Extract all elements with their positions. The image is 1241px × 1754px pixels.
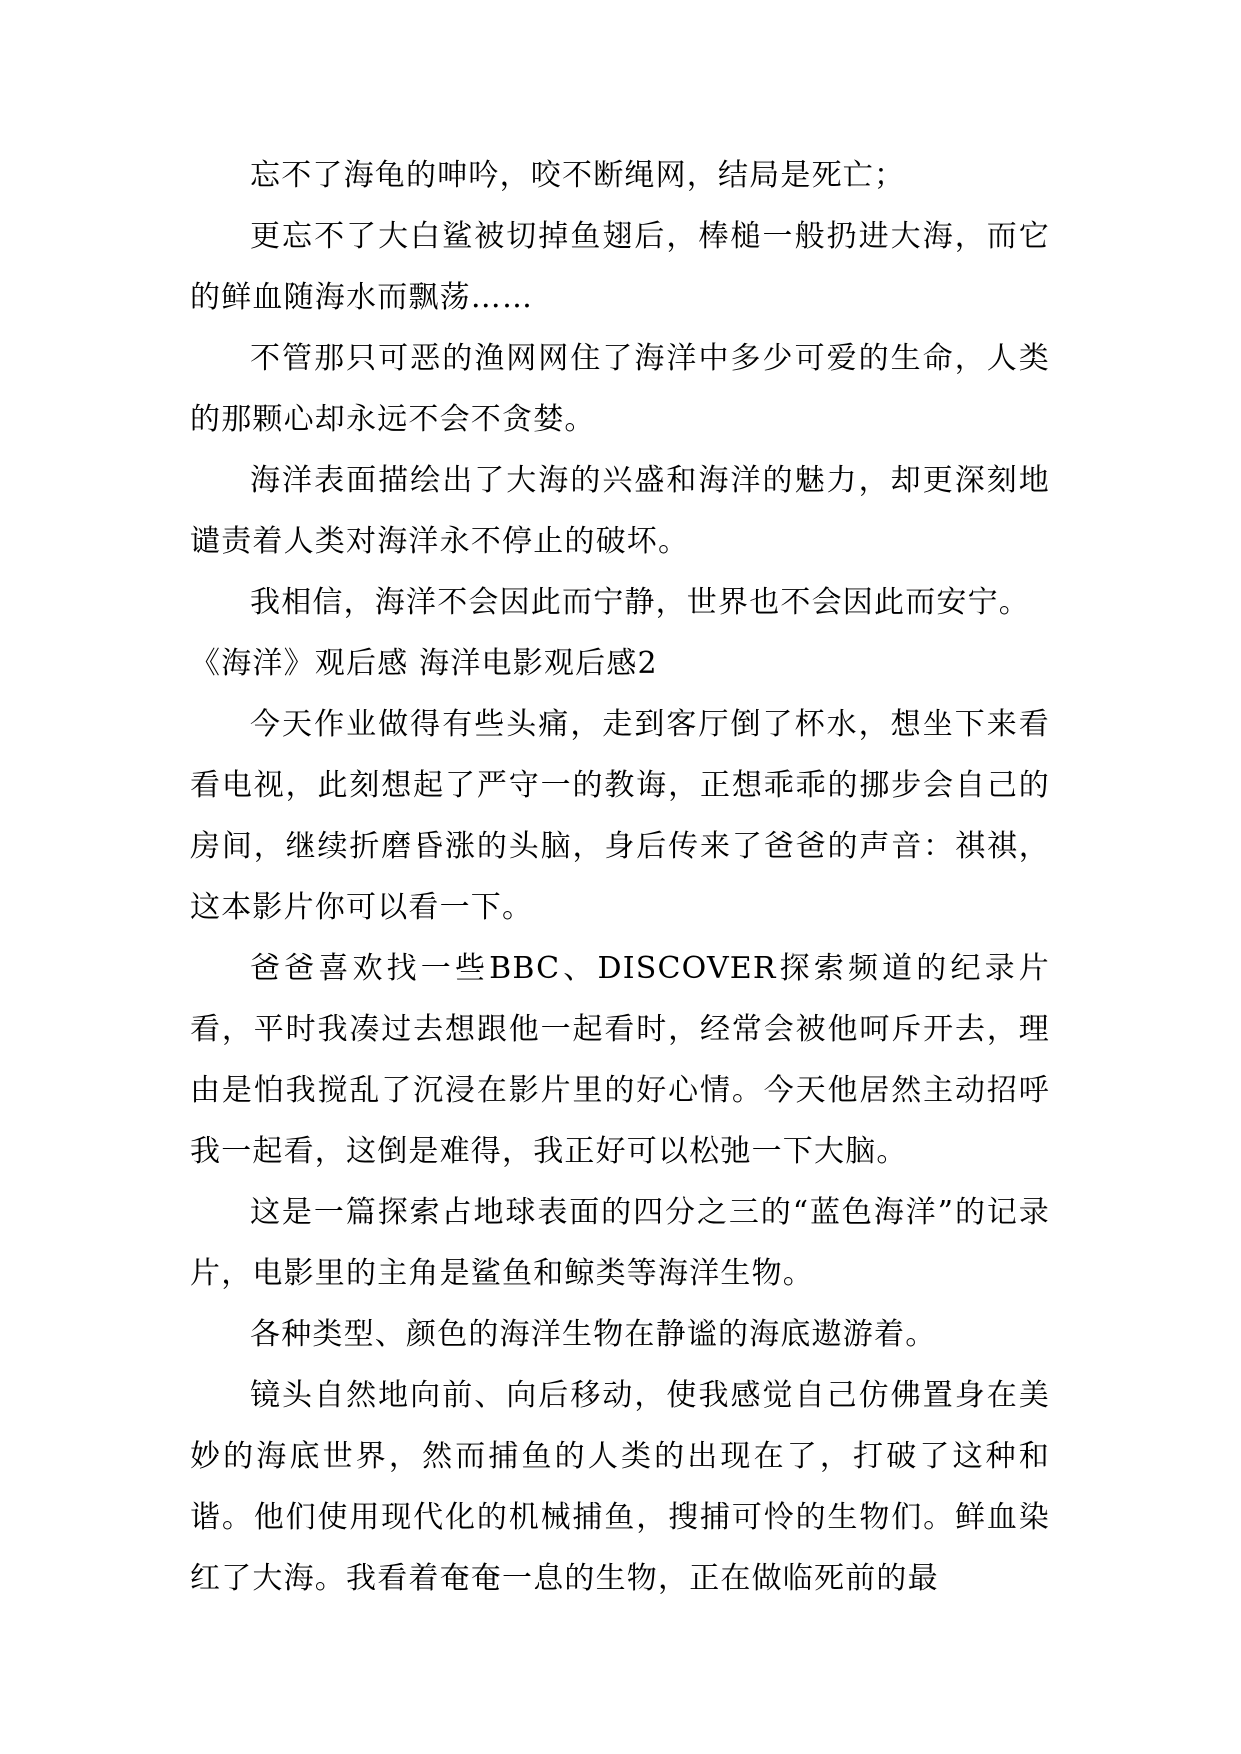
paragraph-1: 忘不了海龟的呻吟，咬不断绳网，结局是死亡； xyxy=(250,158,906,193)
paragraph-9: 各种类型、颜色的海洋生物在静谧的海底遨游着。 xyxy=(250,1317,937,1352)
document-page xyxy=(190,145,1050,1609)
paragraph-7: 爸爸喜欢找一些BBC、DISCOVER探索频道的纪录片看，平时我凑过去想跟他一起看时，经常会被他呵斥开去，理由是怕我搅乱了沉浸在影片里的好心情。今天他居然主动招呼我一起看，这倒是难得，我正好可以松弛一下大脑。 xyxy=(190,951,1050,1169)
paragraph-10: 镜头自然地向前、向后移动，使我感觉自己仿佛置身在美妙的海底世界，然而捕鱼的人类的出现在了，打破了这种和谐。他们使用现代化的机械捕鱼，搜捕可怜的生物们。鲜血染红了大海。我看着奄奄一息的生物，正在做临死前的最 xyxy=(190,1378,1050,1596)
paragraph-5: 我相信，海洋不会因此而宁静，世界也不会因此而安宁。 xyxy=(250,585,1030,620)
section-heading: 《海洋》观后感 海洋电影观后感2 xyxy=(190,646,658,681)
paragraph-6: 今天作业做得有些头痛，走到客厅倒了杯水，想坐下来看看电视，此刻想起了严守一的教诲，正想乖乖的挪步会自己的房间，继续折磨昏涨的头脑，身后传来了爸爸的声音：祺祺，这本影片你可以看一下。 xyxy=(190,707,1050,925)
paragraph-2: 更忘不了大白鲨被切掉鱼翅后，棒槌一般扔进大海，而它的鲜血随海水而飘荡…… xyxy=(190,219,1050,315)
paragraph-8: 这是一篇探索占地球表面的四分之三的“蓝色海洋”的记录片，电影里的主角是鲨鱼和鲸类等海洋生物。 xyxy=(190,1195,1050,1291)
paragraph-3: 不管那只可恶的渔网网住了海洋中多少可爱的生命，人类的那颗心却永远不会不贪婪。 xyxy=(190,341,1050,437)
paragraph-4: 海洋表面描绘出了大海的兴盛和海洋的魅力，却更深刻地谴责着人类对海洋永不停止的破坏。 xyxy=(190,463,1050,559)
